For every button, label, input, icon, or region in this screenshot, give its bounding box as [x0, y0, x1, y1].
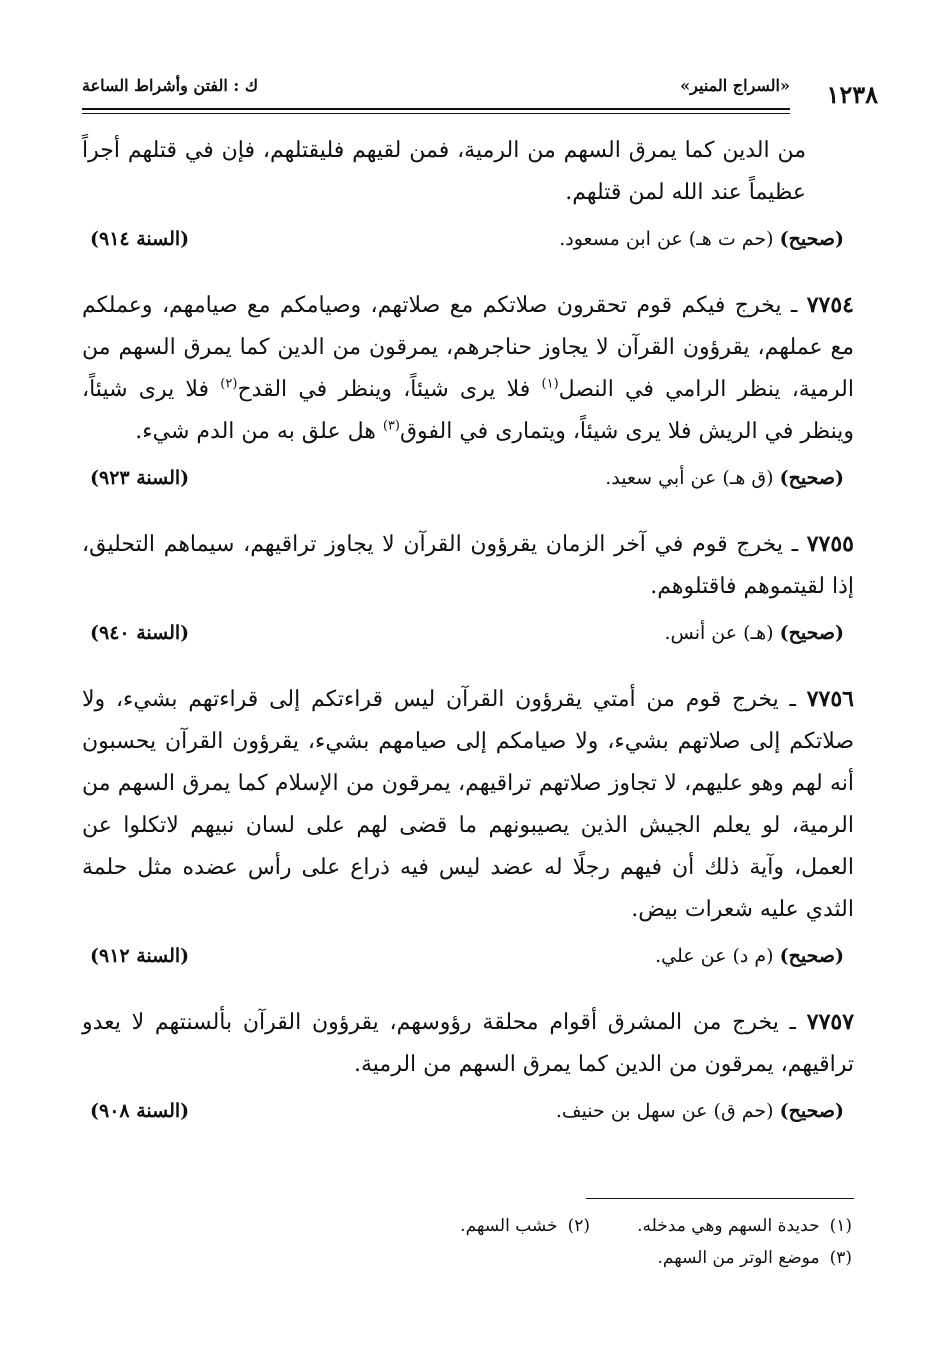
hadith-source [559, 228, 844, 250]
hadith-grade: (صحيح) [779, 622, 844, 644]
book-title: «السراج المنير» [680, 76, 790, 95]
footnotes [252, 1210, 852, 1274]
header-rule [82, 108, 790, 110]
sunnah-reference: (السنة ٩١٤) [90, 228, 190, 250]
hadith-number: ٧٧٥٥ [806, 531, 854, 557]
hadith-7755: ٧٧٥٥ ـ يخرج قوم في آخر الزمان يقرؤون القرآن لا يجاوز تراقيهم، سيماهم التحليق، إذا لقيتموهم فاقتلوهم. [82, 531, 854, 599]
hadith-reference: (حم ت هـ) عن ابن مسعود. [559, 228, 774, 250]
hadith-text: يخرج فيكم قوم تحقرون صلاتكم مع صلاتهم، وصيامكم مع صيامهم، وعملكم مع عملهم، يقرؤون القرآن لا يجاوز حناجرهم، يمرقون من الدين كما يمرق السهم من الرمية، ينظر الرامي في النصل [82, 293, 854, 402]
hadith-grade: (صحيح) [779, 228, 844, 250]
footnote-separator [586, 1198, 854, 1199]
page-header [82, 70, 878, 114]
hadith-text: يخرج قوم في آخر الزمان يقرؤون القرآن لا يجاوز تراقيهم، سيماهم التحليق، إذا لقيتموهم فاقتلوهم. [82, 532, 854, 599]
sunnah-reference: (السنة ٩٤٠) [90, 622, 190, 644]
footnote-line [252, 1242, 852, 1274]
footnote-1 [637, 1210, 852, 1242]
footnote-line [252, 1210, 852, 1242]
footnote-text: خشب السهم. [460, 1216, 558, 1236]
hadith-7756: ٧٧٥٦ ـ يخرج قوم من أمتي يقرؤون القرآن ليس قراءتكم إلى قراءتهم بشيء، ولا صلاتكم إلى صلاتهم بشيء، ولا صيامكم إلى صيامهم بشيء، يقرؤون القرآن يحسبون أنه لهم وهو عليهم، لا تجاوز صلاتهم تراقيهم، يمرقون من الإسلام كما يمرق السهم من الرمية، لو يعلم الجيش الذين يصيبونهم ما قضى لهم على لسان نبيهم لاتكلوا عن العمل، وآية ذلك أن فيهم رجلًا له عضد ليس فيه ذراع على رأس عضده مثل حلمة الثدي عليه شعرات بيض. [82, 686, 854, 922]
chapter-title: ك : الفتن وأشراط الساعة [82, 76, 259, 95]
hadith-7757: ٧٧٥٧ ـ يخرج من المشرق أقوام محلقة رؤوسهم، يقرؤون القرآن بألسنتهم لا يعدو تراقيهم، يمرقون من الدين كما يمرق السهم من الرمية. [82, 1009, 855, 1077]
sunnah-reference: (السنة ٩٢٣) [90, 467, 190, 489]
header-rule-thin [82, 113, 790, 114]
hadith-reference: (ق هـ) عن أبي سعيد. [605, 467, 774, 489]
footnote-number: (١) [829, 1216, 852, 1236]
hadith-source [664, 622, 844, 644]
hadith-7754: ٧٧٥٤ ـ يخرج فيكم قوم تحقرون صلاتكم مع صلاتهم، وصيامكم مع صيامهم، وعملكم مع عملهم، يقرؤون القرآن لا يجاوز حناجرهم، يمرقون من الدين كما يمرق السهم من الرمية، ينظر الرامي في النصل$^{(١)}$ فلا يرى شيئاً، وينظر في القدح$^{(٢)}$ فلا يرى شيئاً، وينظر في الريش فلا يرى شيئاً، ويتمارى في الفوق$^{(٣)}$ هل علق به من الدم شيء. [82, 292, 854, 444]
page-number: ١٢٣٨ [826, 80, 878, 109]
footnote-3 [658, 1242, 852, 1274]
hadith-source-row [82, 467, 854, 503]
hadith-source [556, 1100, 844, 1122]
hadith-grade: (صحيح) [779, 1100, 844, 1122]
hadith-text: يخرج من المشرق أقوام محلقة رؤوسهم، يقرؤون القرآن بألسنتهم لا يعدو تراقيهم، يمرقون من الدين كما يمرق السهم من الرمية. [82, 1010, 854, 1077]
footnote-text: موضع الوتر من السهم. [657, 1248, 820, 1268]
hadith-reference: (هـ) عن أنس. [664, 622, 774, 644]
hadith-number: ٧٧٥٤ [806, 292, 854, 318]
hadith-number: ٧٧٥٦ [806, 686, 854, 712]
hadith-text: فلا يرى شيئاً، وينظر في الريش فلا يرى شيئاً، ويتمارى في الفوق [82, 377, 854, 444]
footnote-number: (٢) [567, 1216, 590, 1236]
footnote-number: (٣) [829, 1248, 852, 1268]
hadith-continuation-text: من الدين كما يمرق السهم من الرمية، فمن لقيهم فليقتلهم، فإن في قتلهم أجراً عظيماً عند الله لمن قتلهم. [82, 138, 806, 205]
hadith-source-row [82, 228, 854, 264]
hadith-text: يخرج قوم من أمتي يقرؤون القرآن ليس قراءتكم إلى قراءتهم بشيء، ولا صلاتكم إلى صلاتهم بشيء، ولا صيامكم إلى صيامهم بشيء، يقرؤون القرآن يحسبون أنه لهم وهو عليهم، لا تجاوز صلاتهم تراقيهم، يمرقون من الإسلام كما يمرق السهم من الرمية، لو يعلم الجيش الذين يصيبونهم ما قضى لهم على لسان نبيهم لاتكلوا عن العمل، وآية ذلك أن فيهم رجلًا له عضد ليس فيه ذراع على رأس عضده مثل حلمة الثدي عليه شعرات بيض. [82, 687, 854, 922]
hadith-reference: (م د) عن علي. [655, 945, 774, 967]
hadith-grade: (صحيح) [779, 945, 844, 967]
footnote-2 [460, 1210, 590, 1242]
page-body [82, 130, 854, 1156]
hadith-reference: (حم ق) عن سهل بن حنيف. [555, 1100, 774, 1122]
hadith-source [605, 467, 844, 489]
footnote-text: حديدة السهم وهي مدخله. [637, 1216, 820, 1236]
hadith-source-row [82, 1100, 854, 1136]
footnote-marker: (٢) [220, 376, 238, 392]
hadith-number: ٧٧٥٧ [806, 1009, 855, 1035]
hadith-source-row [82, 945, 854, 981]
sunnah-reference: (السنة ٩٠٨) [90, 1100, 190, 1122]
sunnah-reference: (السنة ٩١٢) [90, 945, 190, 967]
footnote-marker: (٣) [382, 418, 400, 434]
hadith-text: فلا يرى شيئاً، وينظر في القدح [237, 377, 531, 402]
hadith-grade: (صحيح) [779, 467, 844, 489]
hadith-text: هل علق به من الدم شيء. [135, 419, 376, 444]
footnote-marker: (١) [541, 376, 559, 392]
hadith-source [655, 945, 844, 967]
hadith-source-row [82, 622, 854, 658]
